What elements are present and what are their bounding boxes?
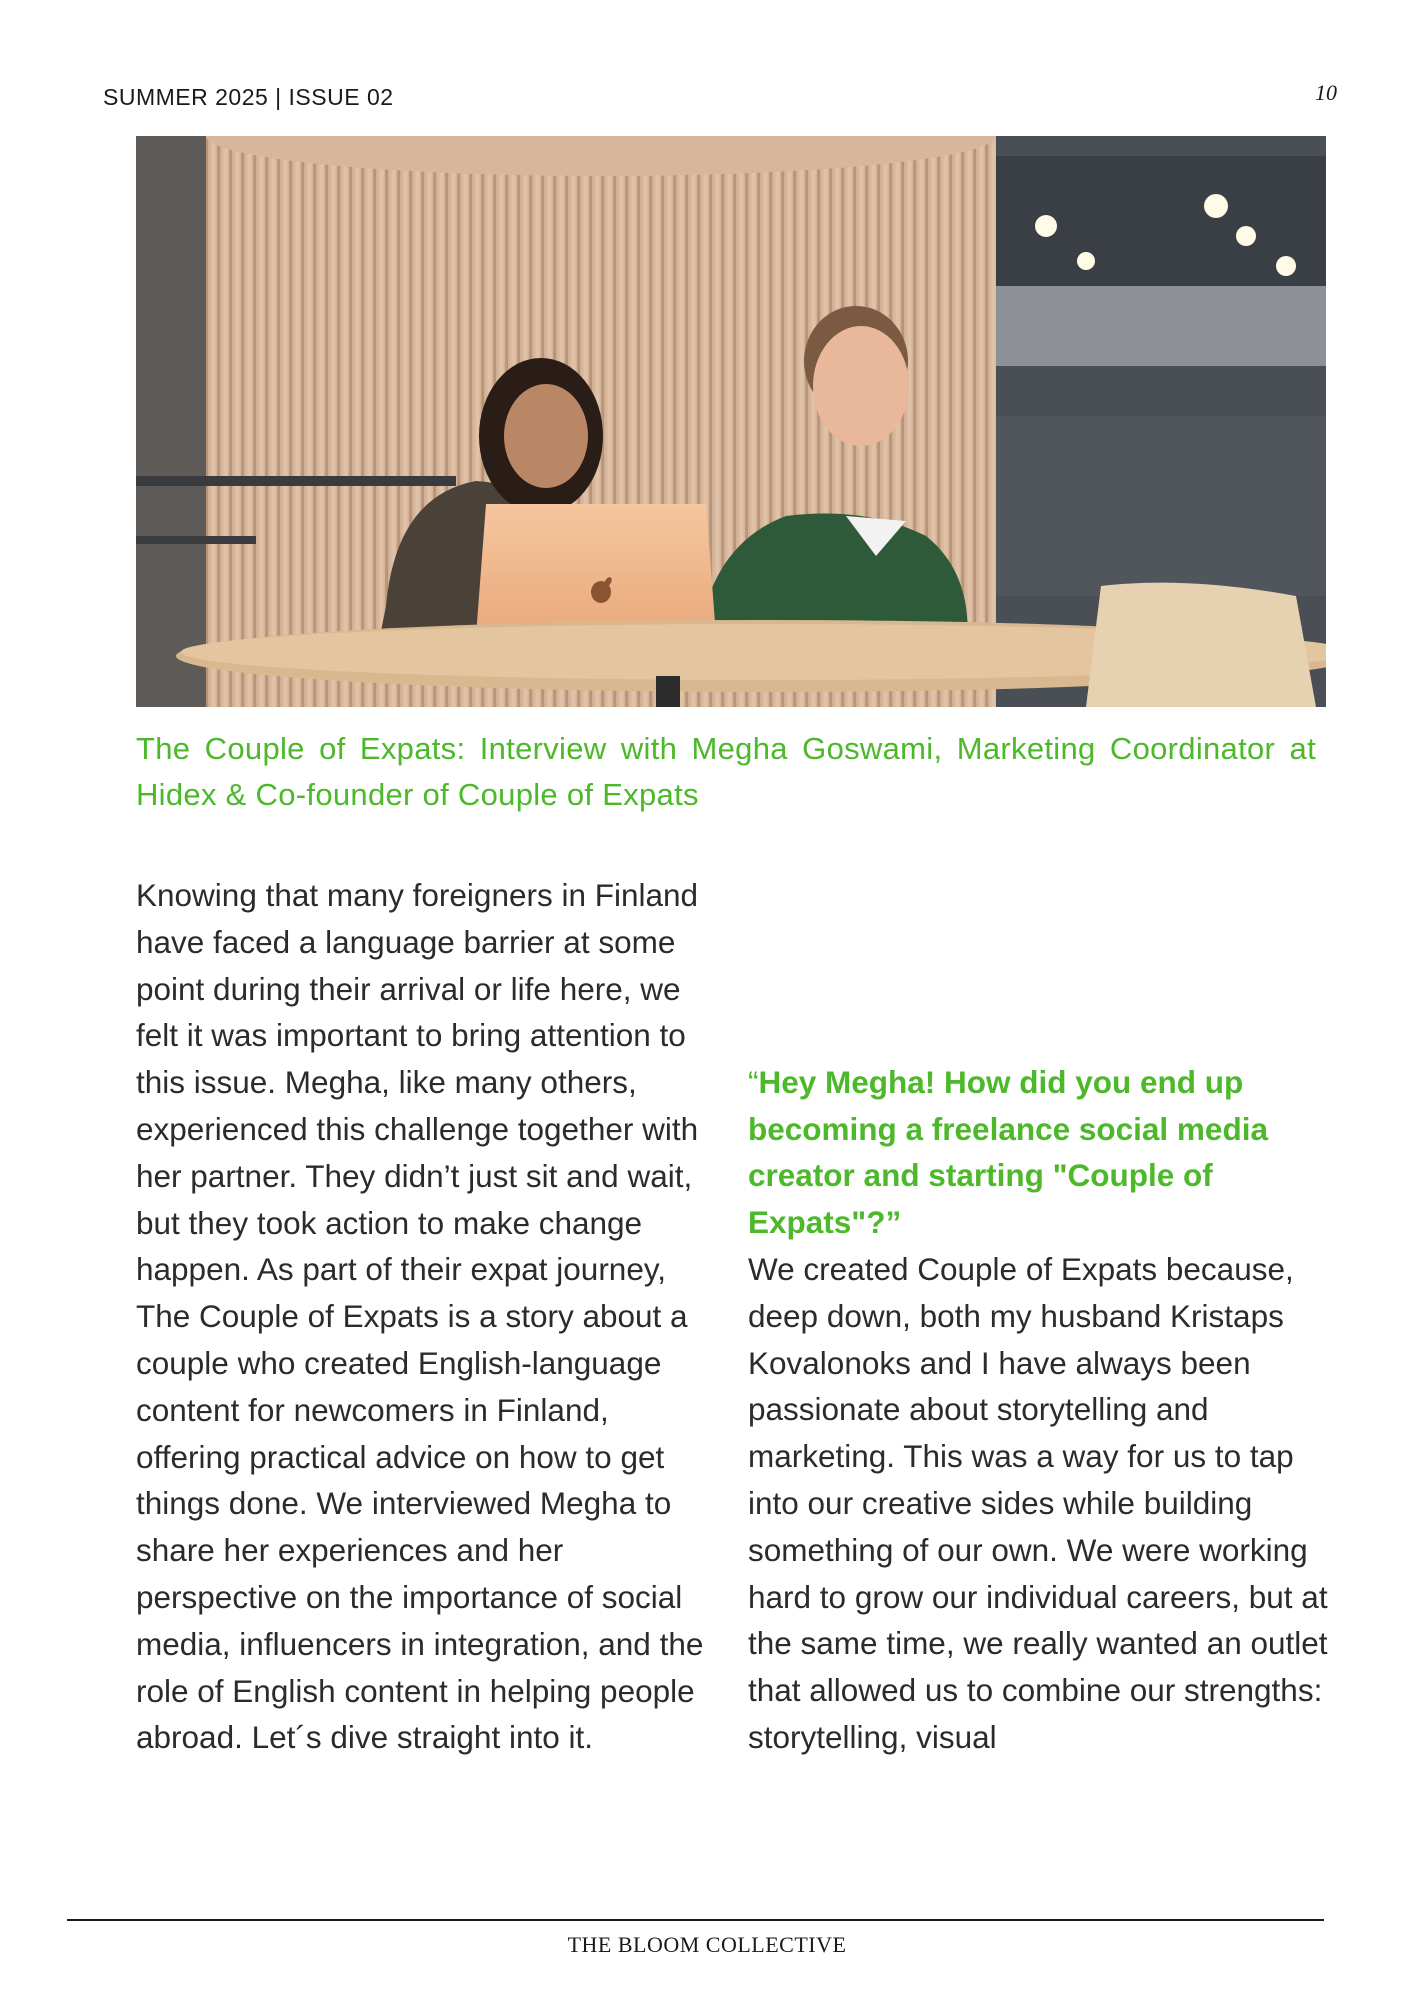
article-headline: The Couple of Expats: Interview with Megha Goswami, Marketing Coordinator at Hidex & Co-founder of Couple of Expats bbox=[136, 731, 1316, 812]
question-open-quote: “ bbox=[748, 1063, 759, 1100]
article-column-left bbox=[136, 872, 716, 1902]
footer-divider bbox=[67, 1919, 1324, 1921]
intro-continuation-spacer bbox=[748, 872, 1338, 1012]
issue-label: SUMMER 2025 | ISSUE 02 bbox=[103, 84, 394, 110]
interview-question bbox=[748, 1059, 1338, 1246]
question-text: Hey Megha! How did you end up becoming a freelance social media creator and starting "Couple of Expats"?” bbox=[748, 1063, 1268, 1241]
photo-illustration bbox=[136, 136, 1326, 707]
interview-answer: We created Couple of Expats because, deep down, both my husband Kristaps Kovalonoks and I have always been passionate about storytelling and marketing. This was a way for us to tap into our creative sides while building something of our own. We were working hard to grow our individual careers, but at the same time, we really wanted an outlet that allowed us to combine our strengths: storytelling, visual bbox=[748, 1250, 1328, 1755]
article-photo bbox=[136, 136, 1326, 707]
article-intro: Knowing that many foreigners in Finland have faced a language barrier at some point during their arrival or life here, we felt it was important to bring attention to this issue. Megha, like many others, experienced this challenge together with her partner. They didn’t just sit and wait, but they took action to make change happen. As part of their expat journey, The Couple of Expats is a story about a couple who created English-language content for newcomers in Finland, offering practical advice on how to get things done. We interviewed Megha to share her experiences and her perspective on the importance of social media, influencers in integration, and the role of English content in helping people abroad. Let´s dive straight into it. bbox=[136, 877, 704, 1756]
footer-brand: THE BLOOM COLLECTIVE bbox=[567, 1932, 847, 1957]
page-number: 10 bbox=[1315, 80, 1337, 105]
article-column-right bbox=[748, 872, 1338, 1761]
